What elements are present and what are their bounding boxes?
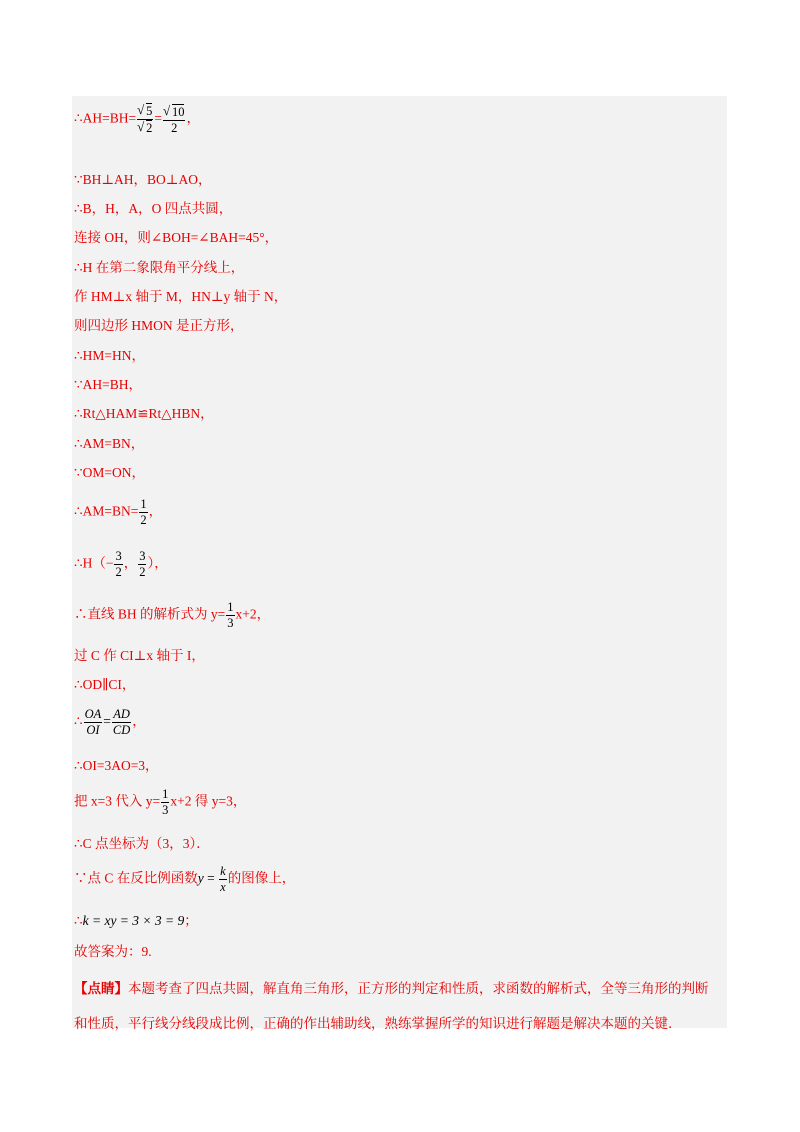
- numerator: 3: [115, 549, 122, 563]
- numerator: 1: [162, 787, 169, 801]
- denominator: 3: [162, 803, 169, 817]
- line-18: [74, 707, 146, 738]
- text: ），: [147, 555, 168, 571]
- text: ，: [132, 713, 146, 729]
- text: ，: [123, 555, 138, 571]
- numerator: AD: [113, 707, 130, 721]
- text: ∴: [74, 713, 83, 729]
- fraction: [114, 549, 122, 580]
- line-6: 作 HM⊥x 轴于 M，HN⊥y 轴于 N，: [74, 289, 288, 304]
- line-2: ∵BH⊥AH，BO⊥AO，: [74, 172, 212, 187]
- denominator: CD: [112, 723, 131, 737]
- line-20: [74, 787, 246, 818]
- fraction: [163, 104, 186, 136]
- numerator: k: [220, 864, 226, 878]
- denominator: 2: [139, 565, 146, 579]
- line-4: 连接 OH，则∠BOH=∠BAH=45°，: [74, 230, 279, 245]
- line-5: ∴H 在第二象限角平分线上，: [74, 260, 245, 275]
- text: ∵点 C 在反比例函数: [74, 870, 198, 886]
- text: ∴直线 BH 的解析式为 y=: [74, 606, 226, 622]
- text: 把 x=3 代入 y=: [74, 793, 161, 809]
- line-17: ∴OD∥CI，: [74, 677, 136, 692]
- line-11: ∴AM=BN，: [74, 436, 145, 451]
- math-var: y: [197, 870, 204, 886]
- fraction: [137, 103, 153, 136]
- line-9: ∵AH=BH，: [74, 377, 142, 392]
- text: ∴AH=BH=: [74, 110, 137, 126]
- denominator: 2: [115, 565, 122, 579]
- line-3: ∴B，H，A，O 四点共圆，: [74, 201, 233, 216]
- fraction: [226, 600, 234, 631]
- fraction: [139, 497, 147, 528]
- denominator: 3: [227, 616, 234, 630]
- line-23: [74, 912, 198, 930]
- denominator: OI: [86, 723, 100, 737]
- text: =: [154, 110, 162, 126]
- numerator: 3: [139, 549, 146, 563]
- text: ∴: [74, 913, 83, 928]
- numerator: OA: [84, 707, 102, 721]
- fraction: [219, 864, 227, 895]
- text: ；: [184, 913, 198, 928]
- line-8: ∴HM=HN，: [74, 348, 145, 363]
- radicand: 10: [171, 104, 185, 119]
- comment-tag: 【点睛】: [74, 981, 128, 997]
- fraction: [84, 707, 103, 738]
- line-22: [74, 864, 295, 895]
- denominator: 2: [171, 120, 178, 135]
- line-16: 过 C 作 CI⊥x 轴于 I，: [74, 648, 205, 663]
- comment-paragraph: [74, 972, 716, 1042]
- denominator: x: [220, 880, 226, 894]
- text: x+2 得 y=3，: [170, 793, 247, 809]
- text: 的图像上，: [227, 870, 296, 886]
- text: x+2，: [235, 606, 271, 622]
- line-12: ∵OM=ON，: [74, 465, 145, 480]
- denominator: 2: [140, 513, 147, 527]
- numerator: 1: [140, 497, 147, 511]
- math-expression: k = xy = 3 × 3 = 9: [82, 913, 185, 928]
- text: ，: [186, 110, 200, 126]
- line-10: ∴Rt△HAM≌Rt△HBN，: [74, 406, 214, 421]
- fraction: [161, 787, 169, 818]
- line-ah-bh: [74, 103, 200, 136]
- text: ∴AM=BN=: [74, 503, 139, 519]
- line-13: [74, 497, 162, 528]
- line-14: [74, 549, 168, 580]
- text: ，: [148, 503, 163, 519]
- numerator: 1: [227, 600, 234, 614]
- text: ∴H（−: [74, 555, 114, 571]
- radicand: 2: [146, 121, 153, 135]
- line-7: 则四边形 HMON 是正方形，: [74, 318, 244, 333]
- line-21: ∴C 点坐标为（3，3）．: [74, 836, 210, 851]
- radicand: 5: [146, 104, 153, 118]
- line-15: [74, 600, 270, 631]
- line-24: 故答案为：9.: [74, 944, 152, 959]
- fraction: [138, 549, 146, 580]
- text: =: [203, 870, 219, 886]
- text: =: [103, 713, 111, 729]
- line-19: ∴OI=3AO=3，: [74, 758, 159, 773]
- fraction: [112, 707, 131, 738]
- comment-text: 本题考查了四点共圆，解直角三角形，正方形的判定和性质，求函数的解析式，全等三角形的判断和性质，平行线分线段成比例，正确的作出辅助线，熟练掌握所学的知识进行解题是解决本题的关键.: [74, 981, 709, 1032]
